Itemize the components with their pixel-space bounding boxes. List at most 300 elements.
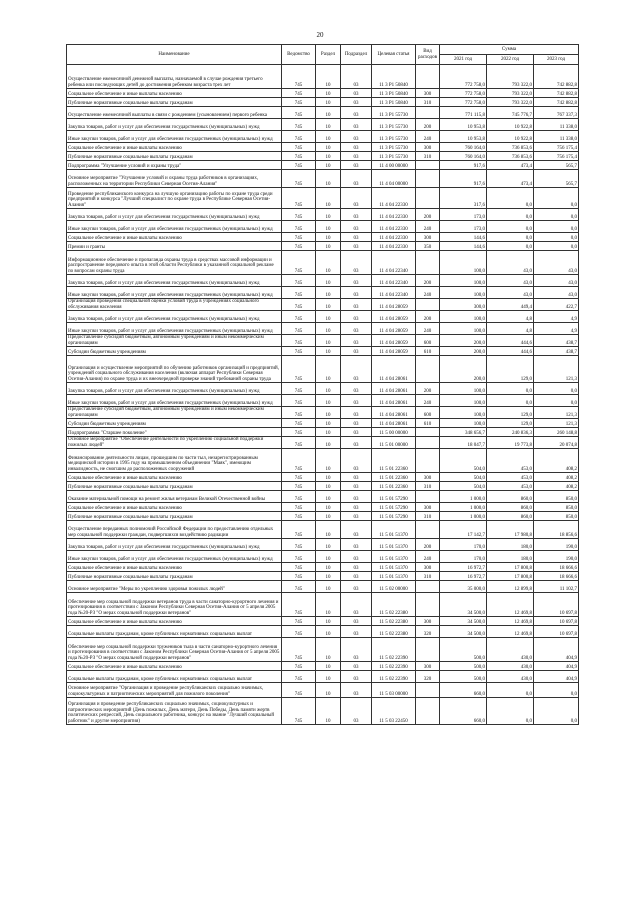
cell-expense-type: 310 xyxy=(416,572,440,581)
cell-2023: 408,2 xyxy=(534,473,579,482)
cell-2023: 43,0 xyxy=(534,287,579,299)
cell-expense-type: 350 xyxy=(416,242,440,251)
cell-2023: 11 338,0 xyxy=(534,131,579,143)
table-row xyxy=(67,335,579,347)
cell-2022: 240 836,3 xyxy=(487,428,534,437)
table-row xyxy=(67,242,579,251)
cell-2023: 756 175,4 xyxy=(534,152,579,161)
cell-name: Информационное обеспечение и пропаганда охраны труда в средствах массовой информации и распространение передового опыта в этой области Республики в указанной социальной рекламе по вопросам охраны труда xyxy=(67,251,282,275)
cell-2023: 0,0 xyxy=(534,209,579,221)
cell-department: 745 xyxy=(282,473,316,482)
table-row xyxy=(67,347,579,356)
cell-section: 10 xyxy=(316,617,341,626)
cell-2022: 180,0 xyxy=(487,539,534,551)
cell-name: Организация и осуществление мероприятий по обучению работников организаций и предприятий, учреждений социального обслуживания населения (включая аппарат Республики Северная Осетия-Алания) по охране труда и их внеочередной проверке знаний требований охраны труда xyxy=(67,356,282,383)
cell-section: 10 xyxy=(316,131,341,143)
cell-2021: 144,6 xyxy=(440,233,487,242)
cell-subsection: 03 xyxy=(341,563,372,572)
cell-2022: 17 980,8 xyxy=(487,521,534,539)
cell-target-article: 11 5 00 00000 xyxy=(372,428,416,437)
cell-department: 745 xyxy=(282,395,316,407)
table-row xyxy=(67,671,579,683)
cell-target-article: 11 5 02 00000 xyxy=(372,581,416,593)
cell-target-article: 11 5 01 22360 xyxy=(372,473,416,482)
cell-subsection: 03 xyxy=(341,617,372,626)
cell-2023: 565,7 xyxy=(534,170,579,188)
table-row xyxy=(67,593,579,617)
cell-target-article: 11 4 04 28059 xyxy=(372,347,416,356)
cell-department: 745 xyxy=(282,152,316,161)
cell-2023: 43,0 xyxy=(534,251,579,275)
cell-section: 10 xyxy=(316,581,341,593)
cell-2023: 0,0 xyxy=(534,395,579,407)
cell-2023: 850,0 xyxy=(534,491,579,503)
cell-name: Социальное обеспечение и иные выплаты населению xyxy=(67,473,282,482)
cell-department: 745 xyxy=(282,512,316,521)
cell-expense-type xyxy=(416,521,440,539)
cell-name: Организация и проведение республиканских социально значимых, социокультурных и патриотических мероприятий (День пожилых, День матери, День Победы, День памяти жертв политических репрессий, День социального работника, конкурс на звание "Лучший социальный работник" и другие мероприятия) xyxy=(67,698,282,725)
cell-section: 10 xyxy=(316,428,341,437)
cell-subsection: 03 xyxy=(341,473,372,482)
cell-expense-type: 600 xyxy=(416,335,440,347)
cell-2021: 16 972,7 xyxy=(440,572,487,581)
cell-section: 10 xyxy=(316,170,341,188)
table-row xyxy=(67,161,579,170)
cell-2022: 129,0 xyxy=(487,407,534,419)
cell-section: 10 xyxy=(316,299,341,311)
cell-2022: 430,0 xyxy=(487,662,534,671)
table-row xyxy=(67,521,579,539)
table-row xyxy=(67,683,579,698)
cell-2021: 18 047,7 xyxy=(440,437,487,449)
table-row xyxy=(67,89,579,98)
cell-target-article: 11 4 04 28061 xyxy=(372,383,416,395)
cell-department: 745 xyxy=(282,593,316,617)
cell-target-article: 11 5 01 51370 xyxy=(372,572,416,581)
table-row xyxy=(67,491,579,503)
table-row xyxy=(67,152,579,161)
cell-expense-type xyxy=(416,299,440,311)
cell-subsection: 03 xyxy=(341,503,372,512)
cell-2022: 430,0 xyxy=(487,671,534,683)
cell-department: 745 xyxy=(282,242,316,251)
cell-2023: 190,0 xyxy=(534,539,579,551)
cell-department: 745 xyxy=(282,572,316,581)
cell-2022: 430,0 xyxy=(487,638,534,662)
cell-expense-type xyxy=(416,581,440,593)
cell-section: 10 xyxy=(316,287,341,299)
cell-department: 745 xyxy=(282,311,316,323)
cell-expense-type: 240 xyxy=(416,221,440,233)
cell-expense-type: 240 xyxy=(416,551,440,563)
cell-2023: 0,0 xyxy=(534,698,579,725)
cell-2022: 12 469,8 xyxy=(487,626,534,638)
cell-2021: 300,0 xyxy=(440,299,487,311)
cell-2023: 756 175,4 xyxy=(534,143,579,152)
cell-target-article: 11 4 04 28061 xyxy=(372,356,416,383)
cell-2022: 0,0 xyxy=(487,221,534,233)
cell-target-article: 11 4 04 28061 xyxy=(372,419,416,428)
cell-expense-type: 320 xyxy=(416,671,440,683)
cell-target-article: 11 5 01 00000 xyxy=(372,437,416,449)
cell-2023: 10 697,8 xyxy=(534,617,579,626)
table-row xyxy=(67,419,579,428)
cell-2021: 173,0 xyxy=(440,209,487,221)
cell-2023: 404,9 xyxy=(534,662,579,671)
cell-department: 745 xyxy=(282,65,316,89)
table-row xyxy=(67,449,579,473)
cell-2021: 760 164,0 xyxy=(440,143,487,152)
cell-subsection: 03 xyxy=(341,638,372,662)
cell-2022: 10 922,8 xyxy=(487,119,534,131)
cell-section: 10 xyxy=(316,698,341,725)
cell-2022: 43,0 xyxy=(487,287,534,299)
cell-2021: 772 758,0 xyxy=(440,65,487,89)
cell-section: 10 xyxy=(316,671,341,683)
cell-2023: 742 882,8 xyxy=(534,65,579,89)
cell-department: 745 xyxy=(282,356,316,383)
cell-department: 745 xyxy=(282,233,316,242)
table-row xyxy=(67,482,579,491)
cell-subsection: 03 xyxy=(341,131,372,143)
cell-2021: 100,0 xyxy=(440,323,487,335)
cell-2021: 10 953,8 xyxy=(440,131,487,143)
cell-expense-type xyxy=(416,251,440,275)
cell-2021: 100,0 xyxy=(440,419,487,428)
cell-department: 745 xyxy=(282,581,316,593)
cell-section: 10 xyxy=(316,356,341,383)
cell-target-article: 11 5 03 22450 xyxy=(372,698,416,725)
cell-subsection: 03 xyxy=(341,89,372,98)
cell-name: Закупка товаров, работ и услуг для обеспечения государственных (муниципальных) нужд xyxy=(67,311,282,323)
table-row xyxy=(67,131,579,143)
cell-subsection: 03 xyxy=(341,383,372,395)
table-row xyxy=(67,395,579,407)
cell-2023: 20 074,8 xyxy=(534,437,579,449)
cell-department: 745 xyxy=(282,626,316,638)
cell-department: 745 xyxy=(282,143,316,152)
cell-section: 10 xyxy=(316,503,341,512)
cell-department: 745 xyxy=(282,131,316,143)
cell-name: Закупка товаров, работ и услуг для обеспечения государственных (муниципальных) нужд xyxy=(67,209,282,221)
cell-department: 745 xyxy=(282,107,316,119)
cell-subsection: 03 xyxy=(341,512,372,521)
cell-target-article: 11 4 04 22330 xyxy=(372,233,416,242)
cell-2022: 12 469,8 xyxy=(487,617,534,626)
cell-2022: 793 322,0 xyxy=(487,89,534,98)
table-row xyxy=(67,437,579,449)
cell-expense-type xyxy=(416,65,440,89)
cell-subsection: 03 xyxy=(341,626,372,638)
cell-2021: 504,0 xyxy=(440,482,487,491)
header-section: Раздел xyxy=(316,45,341,65)
cell-2023: 438,7 xyxy=(534,347,579,356)
cell-subsection: 03 xyxy=(341,152,372,161)
cell-2023: 0,0 xyxy=(534,242,579,251)
table-row xyxy=(67,119,579,131)
cell-subsection: 03 xyxy=(341,287,372,299)
header-department: Ведомство xyxy=(282,45,316,65)
cell-section: 10 xyxy=(316,275,341,287)
cell-subsection: 03 xyxy=(341,65,372,89)
cell-name: Публичные нормативные социальные выплаты гражданам xyxy=(67,98,282,107)
cell-2021: 100,0 xyxy=(440,251,487,275)
cell-target-article: 11 5 01 57290 xyxy=(372,512,416,521)
cell-expense-type: 300 xyxy=(416,89,440,98)
cell-expense-type xyxy=(416,698,440,725)
cell-2022: 12 899,8 xyxy=(487,581,534,593)
cell-name: Иные закупки товаров, работ и услуг для обеспечения государственных (муниципальных) нужд xyxy=(67,395,282,407)
cell-name: Основное мероприятие "Организация и проведение республиканских социально значимых, социокультурных и патриотических мероприятий для пожилого поколения" xyxy=(67,683,282,698)
cell-subsection: 03 xyxy=(341,419,372,428)
cell-expense-type: 310 xyxy=(416,152,440,161)
cell-section: 10 xyxy=(316,98,341,107)
cell-department: 745 xyxy=(282,407,316,419)
cell-2023: 18 666,6 xyxy=(534,572,579,581)
table-row xyxy=(67,143,579,152)
cell-section: 10 xyxy=(316,221,341,233)
cell-expense-type: 240 xyxy=(416,323,440,335)
header-subsection: Подраздел xyxy=(341,45,372,65)
cell-name: Социальное обеспечение и иные выплаты населению xyxy=(67,662,282,671)
table-row xyxy=(67,170,579,188)
cell-section: 10 xyxy=(316,233,341,242)
cell-2022: 736 853,6 xyxy=(487,143,534,152)
cell-expense-type: 600 xyxy=(416,407,440,419)
header-expense-type: Вид расходов xyxy=(416,45,440,65)
cell-target-article: 11 5 02 22380 xyxy=(372,626,416,638)
cell-section: 10 xyxy=(316,188,341,209)
cell-expense-type xyxy=(416,161,440,170)
cell-section: 10 xyxy=(316,419,341,428)
cell-department: 745 xyxy=(282,275,316,287)
cell-2021: 1 000,0 xyxy=(440,491,487,503)
cell-subsection: 03 xyxy=(341,347,372,356)
cell-subsection: 03 xyxy=(341,233,372,242)
cell-subsection: 03 xyxy=(341,593,372,617)
header-year-2022: 2022 год xyxy=(487,55,534,65)
cell-name: Иные закупки товаров, работ и услуг для обеспечения государственных (муниципальных) нужд xyxy=(67,323,282,335)
cell-subsection: 03 xyxy=(341,428,372,437)
cell-name: Социальные выплаты гражданам, кроме публичных нормативных социальных выплат xyxy=(67,626,282,638)
cell-2021: 100,0 xyxy=(440,407,487,419)
cell-section: 10 xyxy=(316,626,341,638)
cell-2022: 473,4 xyxy=(487,170,534,188)
cell-expense-type xyxy=(416,638,440,662)
cell-section: 10 xyxy=(316,383,341,395)
cell-subsection: 03 xyxy=(341,671,372,683)
table-row xyxy=(67,626,579,638)
cell-expense-type: 300 xyxy=(416,473,440,482)
cell-2022: 43,0 xyxy=(487,251,534,275)
cell-department: 745 xyxy=(282,698,316,725)
cell-2021: 500,0 xyxy=(440,662,487,671)
cell-name: Основное мероприятие "Меры по укреплению здоровья пожилых людей" xyxy=(67,581,282,593)
cell-section: 10 xyxy=(316,323,341,335)
cell-name: Иные закупки товаров, работ и услуг для обеспечения государственных (муниципальных) нужд xyxy=(67,551,282,563)
cell-subsection: 03 xyxy=(341,221,372,233)
cell-2021: 317,6 xyxy=(440,188,487,209)
cell-2021: 100,0 xyxy=(440,311,487,323)
cell-target-article: 11 5 01 57290 xyxy=(372,491,416,503)
cell-target-article: 11 4 04 28061 xyxy=(372,395,416,407)
cell-subsection: 03 xyxy=(341,335,372,347)
cell-expense-type xyxy=(416,683,440,698)
header-name: Наименование xyxy=(67,45,282,65)
cell-subsection: 03 xyxy=(341,323,372,335)
cell-target-article: 11 4 04 22330 xyxy=(372,188,416,209)
cell-2022: 473,4 xyxy=(487,161,534,170)
cell-2023: 0,0 xyxy=(534,683,579,698)
cell-2022: 0,0 xyxy=(487,242,534,251)
cell-2022: 12 469,8 xyxy=(487,593,534,617)
cell-name: Закупка товаров, работ и услуг для обеспечения государственных (муниципальных) нужд xyxy=(67,383,282,395)
cell-expense-type: 610 xyxy=(416,347,440,356)
cell-subsection: 03 xyxy=(341,188,372,209)
cell-name: Основное мероприятие "Обеспечение деятельности по укреплению социальной поддержки пожилых людей" xyxy=(67,437,282,449)
table-body xyxy=(67,65,579,725)
cell-section: 10 xyxy=(316,407,341,419)
cell-section: 10 xyxy=(316,449,341,473)
cell-department: 745 xyxy=(282,551,316,563)
cell-subsection: 03 xyxy=(341,407,372,419)
cell-2023: 767 337,3 xyxy=(534,107,579,119)
cell-subsection: 03 xyxy=(341,251,372,275)
cell-name: Осуществление ежемесячной денежной выплаты, назначаемой в случае рождения третьего ребенка или последующих детей до достижения ребенком возраста трех лет xyxy=(67,65,282,89)
cell-name: Социальное обеспечение и иные выплаты населению xyxy=(67,89,282,98)
cell-2021: 100,0 xyxy=(440,287,487,299)
cell-section: 10 xyxy=(316,551,341,563)
cell-2022: 0,0 xyxy=(487,698,534,725)
cell-name: Предоставление субсидий бюджетным, автономным учреждениям и иным некоммерческим организациям xyxy=(67,335,282,347)
cell-2023: 0,0 xyxy=(534,383,579,395)
cell-2021: 34 500,0 xyxy=(440,617,487,626)
cell-target-article: 11 4 04 22330 xyxy=(372,209,416,221)
cell-2022: 17 800,8 xyxy=(487,563,534,572)
table-row xyxy=(67,188,579,209)
cell-section: 10 xyxy=(316,311,341,323)
cell-section: 10 xyxy=(316,539,341,551)
cell-2022: 793 322,0 xyxy=(487,65,534,89)
cell-department: 745 xyxy=(282,638,316,662)
cell-name: Обеспечение мер социальной поддержки ветеранов труда в части санаторно-курортного лечения и протезирования в соответствии с Законом Республики Северная Осетия-Алания от 5 апреля 2005 года №20-РЗ "О мерах социальной поддержки ветеранов" xyxy=(67,593,282,617)
cell-name: Публичные нормативные социальные выплаты гражданам xyxy=(67,572,282,581)
header-sums: Сумма xyxy=(440,45,579,55)
cell-2023: 438,7 xyxy=(534,335,579,347)
cell-expense-type: 310 xyxy=(416,482,440,491)
table-row xyxy=(67,251,579,275)
cell-2022: 0,0 xyxy=(487,233,534,242)
cell-target-article: 11 5 01 22360 xyxy=(372,482,416,491)
cell-expense-type xyxy=(416,449,440,473)
cell-subsection: 03 xyxy=(341,683,372,698)
table-row xyxy=(67,221,579,233)
cell-department: 745 xyxy=(282,617,316,626)
table-row xyxy=(67,581,579,593)
cell-section: 10 xyxy=(316,437,341,449)
cell-target-article: 11 5 02 22390 xyxy=(372,662,416,671)
table-header xyxy=(67,45,579,65)
cell-target-article: 11 4 04 28061 xyxy=(372,407,416,419)
cell-2023: 742 882,8 xyxy=(534,98,579,107)
cell-section: 10 xyxy=(316,482,341,491)
cell-name: Организация проведения специальной оценки условий труда в учреждениях социального обслуживания населения xyxy=(67,299,282,311)
table-row xyxy=(67,428,579,437)
cell-2021: 35 000,0 xyxy=(440,581,487,593)
cell-name: Иные закупки товаров, работ и услуг для обеспечения государственных (муниципальных) нужд xyxy=(67,287,282,299)
cell-2023: 422,7 xyxy=(534,299,579,311)
cell-subsection: 03 xyxy=(341,551,372,563)
cell-2021: 10 953,8 xyxy=(440,119,487,131)
cell-target-article: 11 3 P1 50840 xyxy=(372,89,416,98)
cell-name: Осуществление ежемесячной выплаты в связи с рождением (усыновлением) первого ребенка xyxy=(67,107,282,119)
cell-2023: 4,9 xyxy=(534,323,579,335)
cell-department: 745 xyxy=(282,287,316,299)
cell-name: Субсидии бюджетным учреждениям xyxy=(67,419,282,428)
cell-expense-type xyxy=(416,428,440,437)
cell-2023: 404,9 xyxy=(534,638,579,662)
cell-2022: 0,0 xyxy=(487,209,534,221)
cell-expense-type: 300 xyxy=(416,563,440,572)
cell-expense-type: 300 xyxy=(416,662,440,671)
cell-2021: 917,6 xyxy=(440,161,487,170)
cell-2022: 180,0 xyxy=(487,551,534,563)
cell-section: 10 xyxy=(316,107,341,119)
cell-name: Подпрограмма "Старшее поколение" xyxy=(67,428,282,437)
budget-table xyxy=(66,44,579,725)
cell-section: 10 xyxy=(316,143,341,152)
cell-target-article: 11 4 04 00000 xyxy=(372,170,416,188)
cell-2023: 404,9 xyxy=(534,671,579,683)
cell-section: 10 xyxy=(316,593,341,617)
cell-2021: 504,0 xyxy=(440,473,487,482)
cell-2021: 500,0 xyxy=(440,638,487,662)
table-row xyxy=(67,323,579,335)
cell-2023: 10 697,8 xyxy=(534,593,579,617)
cell-target-article: 11 5 01 22360 xyxy=(372,449,416,473)
cell-2021: 348 656,7 xyxy=(440,428,487,437)
cell-section: 10 xyxy=(316,251,341,275)
cell-section: 10 xyxy=(316,209,341,221)
cell-name: Предоставление субсидий бюджетным, автономным учреждениям и иным некоммерческим организациям xyxy=(67,407,282,419)
cell-target-article: 11 5 02 22390 xyxy=(372,671,416,683)
cell-subsection: 03 xyxy=(341,581,372,593)
cell-expense-type: 610 xyxy=(416,419,440,428)
header-year-2021: 2021 год xyxy=(440,55,487,65)
table-row xyxy=(67,407,579,419)
cell-subsection: 03 xyxy=(341,482,372,491)
cell-2023: 18 666,6 xyxy=(534,563,579,572)
cell-2021: 200,0 xyxy=(440,347,487,356)
cell-section: 10 xyxy=(316,335,341,347)
cell-expense-type: 240 xyxy=(416,131,440,143)
cell-subsection: 03 xyxy=(341,539,372,551)
cell-section: 10 xyxy=(316,89,341,98)
cell-2023: 0,0 xyxy=(534,188,579,209)
cell-subsection: 03 xyxy=(341,437,372,449)
cell-section: 10 xyxy=(316,512,341,521)
cell-2021: 200,0 xyxy=(440,335,487,347)
cell-target-article: 11 5 03 00000 xyxy=(372,683,416,698)
cell-department: 745 xyxy=(282,449,316,473)
cell-subsection: 03 xyxy=(341,572,372,581)
cell-2022: 745 776,7 xyxy=(487,107,534,119)
cell-target-article: 11 5 01 51370 xyxy=(372,563,416,572)
cell-2021: 660,0 xyxy=(440,698,487,725)
cell-subsection: 03 xyxy=(341,119,372,131)
cell-section: 10 xyxy=(316,521,341,539)
table-row xyxy=(67,698,579,725)
